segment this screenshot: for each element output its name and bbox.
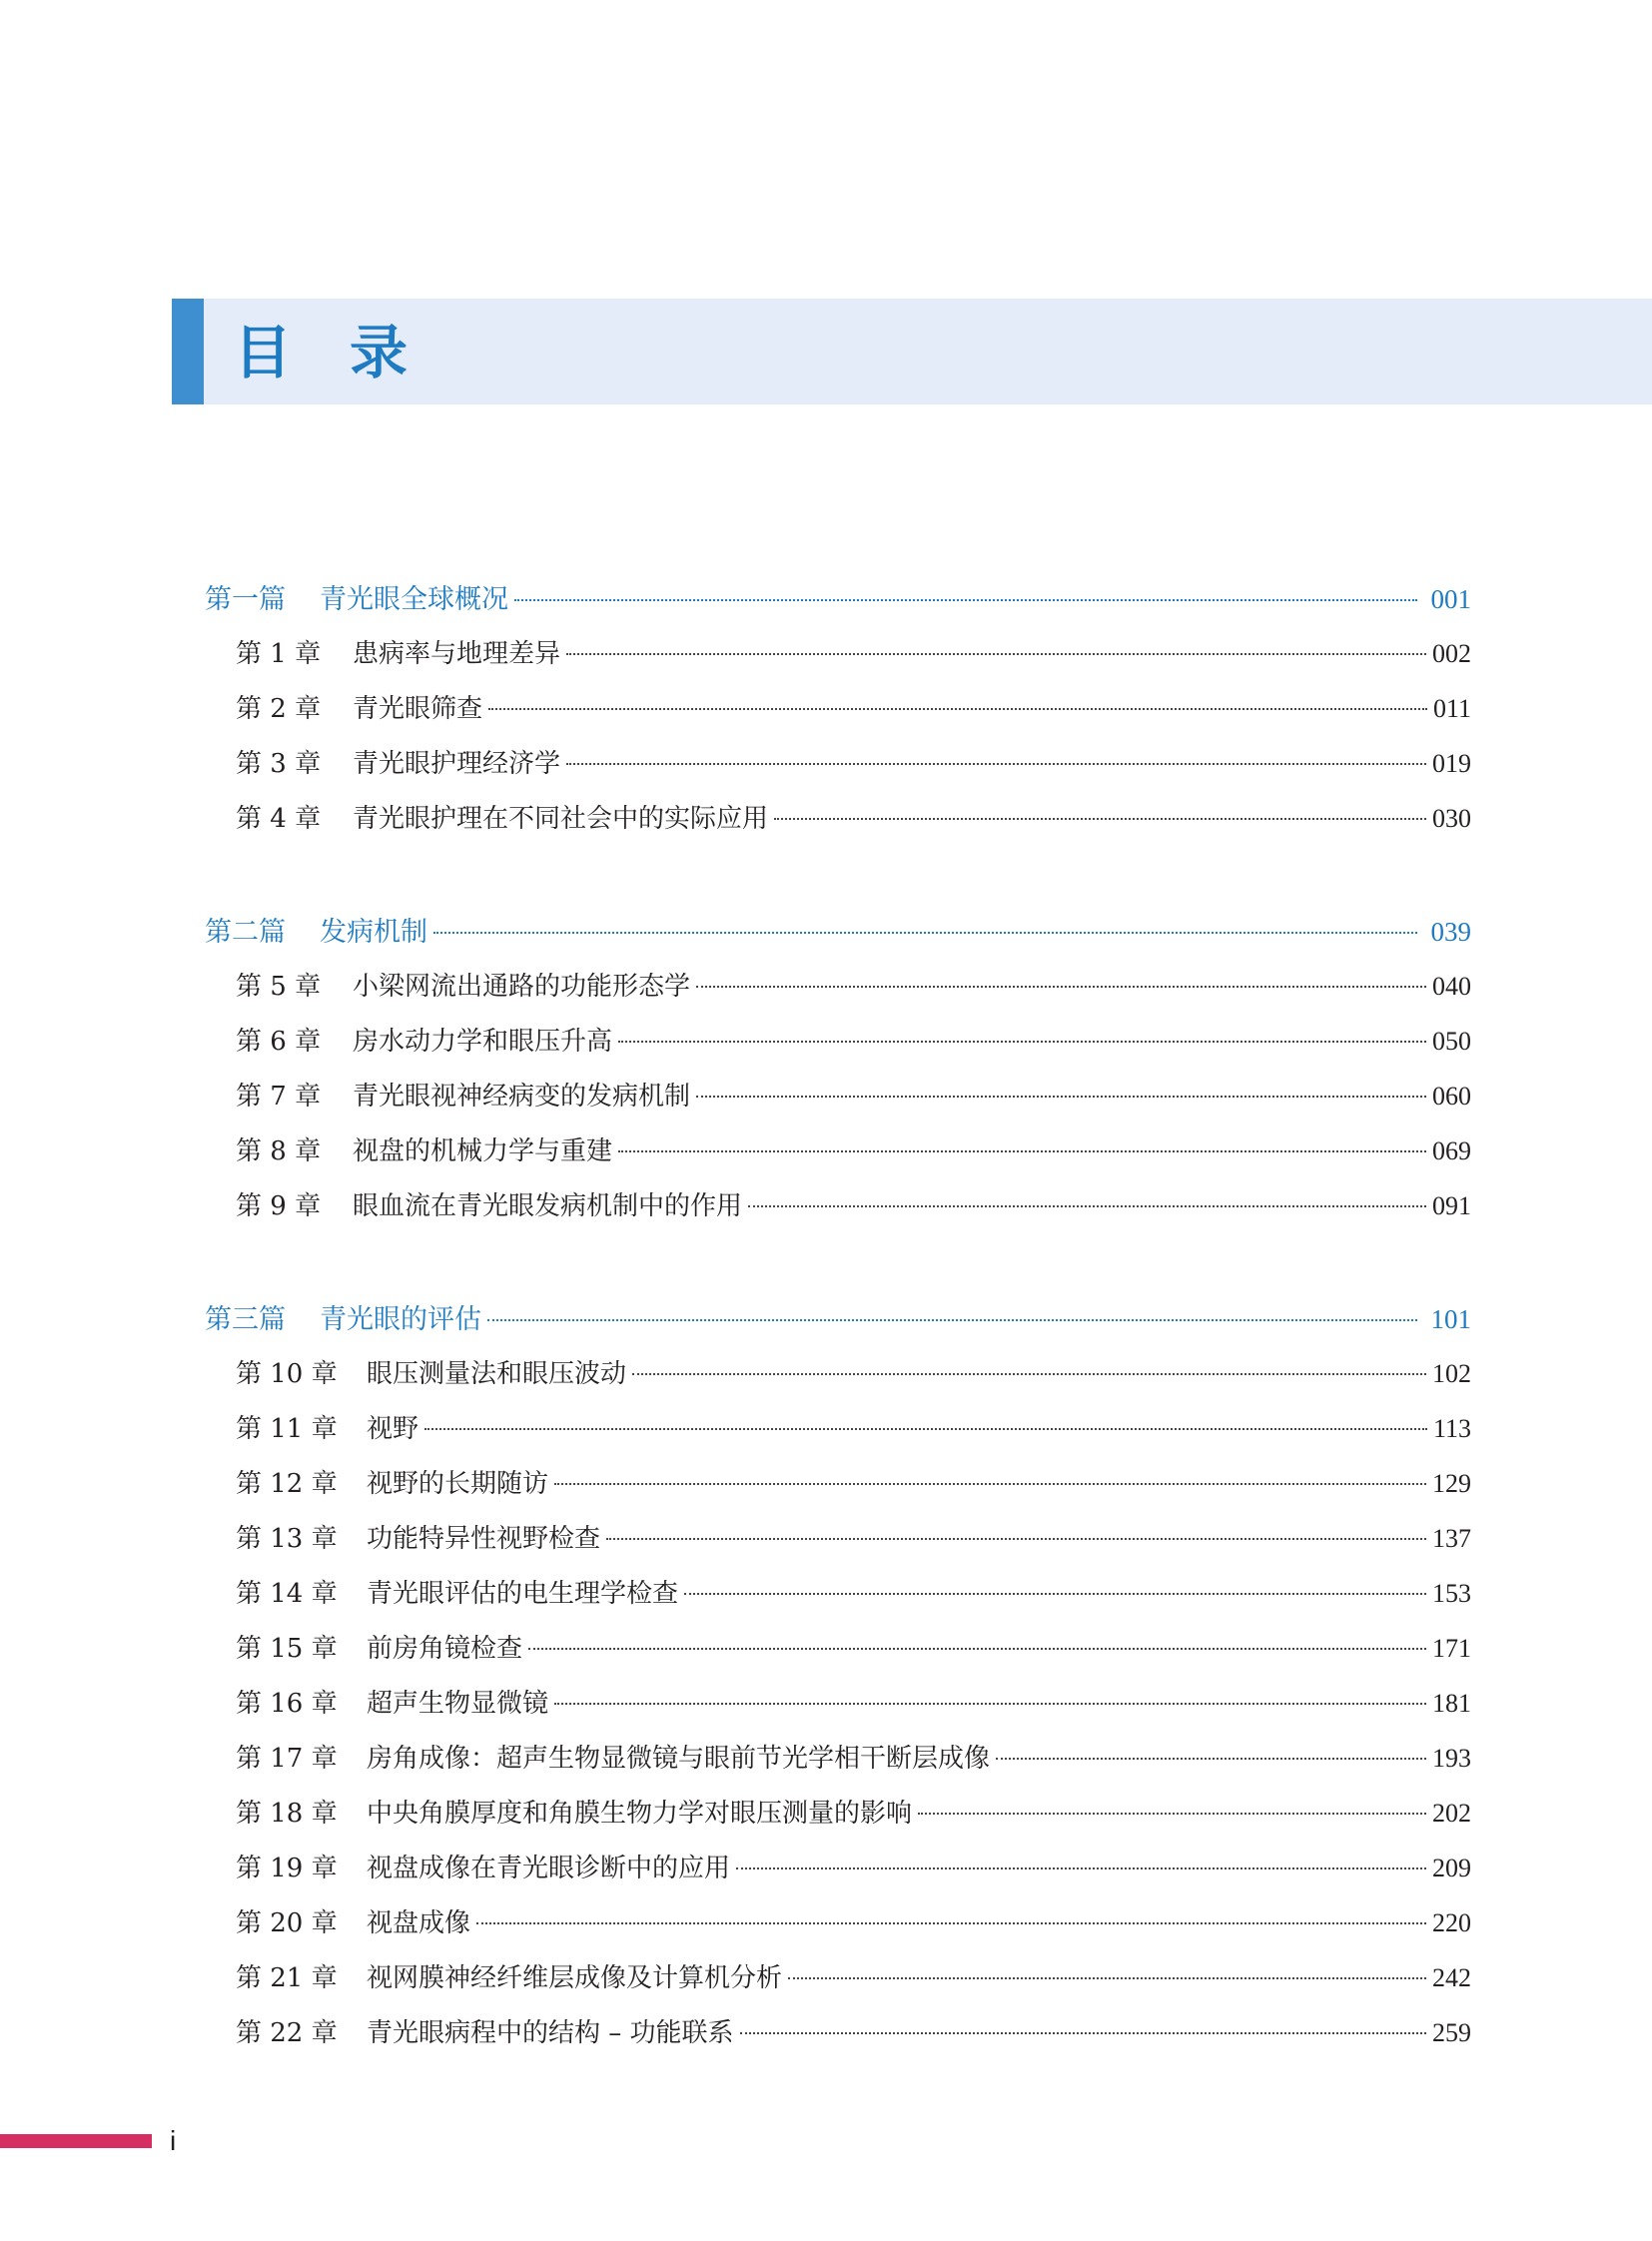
toc-part-1[interactable]	[205, 579, 1471, 619]
chapter-title: 青光眼评估的电生理学检查	[367, 1579, 679, 1609]
chapter-title: 前房角镜检查	[367, 1634, 523, 1664]
toc-chapter[interactable]	[236, 1022, 1471, 1062]
page-ref: 011	[1432, 694, 1471, 723]
chapter-number: 第 17 章	[236, 1744, 338, 1774]
toc-chapter[interactable]	[236, 1849, 1471, 1888]
part-number: 第三篇	[205, 1304, 286, 1335]
page-ref: 113	[1432, 1414, 1471, 1443]
toc-chapter[interactable]	[236, 799, 1471, 839]
chapter-number: 第 7 章	[236, 1082, 322, 1112]
page-ref: 002	[1432, 639, 1471, 668]
chapter-number: 第 6 章	[236, 1027, 322, 1057]
chapter-number: 第 4 章	[236, 804, 322, 834]
chapter-number: 第 9 章	[236, 1191, 322, 1221]
chapter-title: 青光眼护理在不同社会中的实际应用	[353, 804, 769, 834]
dot-leader	[788, 1977, 1426, 1979]
part-title: 青光眼的评估	[320, 1304, 481, 1335]
chapter-number: 第 2 章	[236, 694, 322, 724]
chapter-title: 青光眼护理经济学	[353, 749, 561, 779]
chapter-number: 第 22 章	[236, 2018, 338, 2048]
page-ref: 129	[1432, 1469, 1471, 1498]
chapter-title: 视盘成像在青光眼诊断中的应用	[367, 1854, 731, 1883]
dot-leader	[514, 599, 1417, 601]
page-ref: 101	[1430, 1304, 1471, 1334]
chapter-title: 中央角膜厚度和角膜生物力学对眼压测量的影响	[367, 1799, 913, 1829]
chapter-title: 视网膜神经纤维层成像及计算机分析	[367, 1963, 783, 1993]
chapter-title: 青光眼病程中的结构 – 功能联系	[367, 2018, 734, 2048]
chapter-title: 房水动力学和眼压升高	[353, 1027, 613, 1057]
dot-leader	[748, 1205, 1426, 1207]
chapter-number: 第 8 章	[236, 1136, 322, 1166]
dot-leader	[618, 1041, 1426, 1043]
toc-chapter[interactable]	[236, 689, 1471, 729]
chapter-number: 第 18 章	[236, 1799, 338, 1829]
dot-leader	[488, 708, 1427, 710]
toc-chapter[interactable]	[236, 1519, 1471, 1559]
page-ref: 209	[1432, 1854, 1471, 1882]
dot-leader	[554, 1483, 1426, 1485]
toc-chapter[interactable]	[236, 1739, 1471, 1779]
dot-leader	[433, 932, 1417, 934]
toc-chapter[interactable]	[236, 744, 1471, 784]
page-ref: 259	[1432, 2018, 1471, 2047]
chapter-title: 超声生物显微镜	[367, 1689, 549, 1719]
toc-chapter[interactable]	[236, 1131, 1471, 1171]
part-number: 第一篇	[205, 584, 286, 615]
page-ref: 019	[1432, 749, 1471, 778]
chapter-number: 第 11 章	[236, 1414, 338, 1444]
dot-leader	[996, 1758, 1426, 1760]
dot-leader	[774, 818, 1426, 820]
dot-leader	[618, 1150, 1426, 1152]
dot-leader	[918, 1813, 1426, 1815]
part-title: 青光眼全球概况	[320, 584, 508, 615]
page-ref: 137	[1432, 1524, 1471, 1553]
toc-chapter[interactable]	[236, 1794, 1471, 1834]
toc-chapter[interactable]	[236, 2013, 1471, 2053]
chapter-number: 第 5 章	[236, 972, 322, 1002]
page-ref: 091	[1432, 1191, 1471, 1220]
part-title: 发病机制	[320, 917, 427, 948]
dot-leader	[566, 653, 1426, 655]
page-ref: 039	[1430, 917, 1471, 947]
page-ref: 202	[1432, 1799, 1471, 1828]
part-number: 第二篇	[205, 917, 286, 948]
page-ref: 171	[1432, 1634, 1471, 1663]
chapter-number: 第 14 章	[236, 1579, 338, 1609]
chapter-title: 小梁网流出通路的功能形态学	[353, 972, 691, 1002]
toc-chapter[interactable]	[236, 1409, 1471, 1449]
chapter-number: 第 13 章	[236, 1524, 338, 1554]
dot-leader	[684, 1593, 1426, 1595]
toc-chapter[interactable]	[236, 1464, 1471, 1504]
chapter-title: 功能特异性视野检查	[367, 1524, 601, 1554]
chapter-number: 第 19 章	[236, 1854, 338, 1883]
dot-leader	[606, 1538, 1426, 1540]
chapter-number: 第 10 章	[236, 1359, 338, 1389]
toc-chapter[interactable]	[236, 1574, 1471, 1614]
page-ref: 050	[1432, 1027, 1471, 1056]
page-ref: 040	[1432, 972, 1471, 1001]
toc-chapter[interactable]	[236, 1077, 1471, 1117]
dot-leader	[632, 1373, 1426, 1375]
page-ref: 181	[1432, 1689, 1471, 1718]
toc-chapter[interactable]	[236, 1629, 1471, 1669]
chapter-title: 视野	[367, 1414, 419, 1444]
chapter-title: 视盘的机械力学与重建	[353, 1136, 613, 1166]
page-ref: 001	[1430, 584, 1471, 614]
chapter-number: 第 12 章	[236, 1469, 338, 1499]
dot-leader	[554, 1703, 1426, 1705]
page-ref: 220	[1432, 1908, 1471, 1937]
toc-chapter[interactable]	[236, 967, 1471, 1007]
dot-leader	[696, 986, 1426, 988]
toc-chapter[interactable]	[236, 1186, 1471, 1226]
toc-chapter[interactable]	[236, 1958, 1471, 1998]
toc-chapter[interactable]	[236, 1903, 1471, 1943]
toc-part-2[interactable]	[205, 912, 1471, 952]
dot-leader	[487, 1319, 1417, 1321]
page-ref: 153	[1432, 1579, 1471, 1608]
chapter-title: 青光眼视神经病变的发病机制	[353, 1082, 691, 1112]
dot-leader	[476, 1922, 1426, 1924]
chapter-title: 青光眼筛查	[353, 694, 483, 724]
page-ref: 030	[1432, 804, 1471, 833]
chapter-number: 第 3 章	[236, 749, 322, 779]
chapter-title: 患病率与地理差异	[353, 639, 561, 669]
dot-leader	[696, 1096, 1426, 1098]
page-ref: 242	[1432, 1963, 1471, 1992]
toc-chapter[interactable]	[236, 1354, 1471, 1394]
dot-leader	[424, 1428, 1427, 1430]
page-ref: 069	[1432, 1136, 1471, 1165]
dot-leader	[528, 1648, 1426, 1650]
dot-leader	[740, 2032, 1426, 2034]
page-title: 目录	[234, 319, 466, 386]
chapter-title: 房角成像：超声生物显微镜与眼前节光学相干断层成像	[367, 1744, 991, 1774]
page-ref: 193	[1432, 1744, 1471, 1773]
chapter-number: 第 21 章	[236, 1963, 338, 1993]
chapter-title: 眼血流在青光眼发病机制中的作用	[353, 1191, 743, 1221]
chapter-number: 第 1 章	[236, 639, 322, 669]
chapter-title: 视盘成像	[367, 1908, 471, 1938]
dot-leader	[566, 763, 1426, 765]
toc-chapter[interactable]	[236, 1684, 1471, 1724]
chapter-number: 第 20 章	[236, 1908, 338, 1938]
toc-part-3[interactable]	[205, 1299, 1471, 1339]
chapter-title: 眼压测量法和眼压波动	[367, 1359, 627, 1389]
toc-chapter[interactable]	[236, 634, 1471, 674]
chapter-number: 第 16 章	[236, 1689, 338, 1719]
chapter-title: 视野的长期随访	[367, 1469, 549, 1499]
chapter-number: 第 15 章	[236, 1634, 338, 1664]
page-number: i	[170, 2125, 177, 2156]
page-ref: 102	[1432, 1359, 1471, 1388]
footer-accent-bar	[0, 2134, 152, 2148]
page-ref: 060	[1432, 1082, 1471, 1111]
dot-leader	[736, 1868, 1426, 1869]
